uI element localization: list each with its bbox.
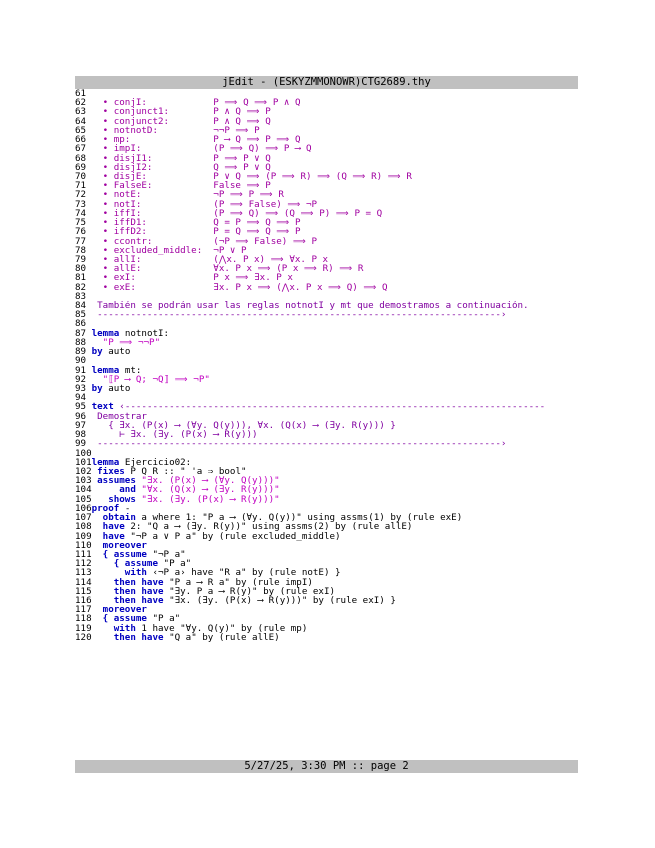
line-number: 109 [75,531,92,541]
line-text: 2: "Q a ⟶ (∃y. R(y))" using assms(2) by (rule allE) [124,522,413,532]
line-number: 108 [75,522,92,532]
line-text: a where 1: "P a ⟶ (∀y. Q(y))" using assms(1) by (rule exE) [135,513,463,523]
keyword: { assume [91,559,158,569]
code-line[interactable] [75,329,578,338]
code-line[interactable] [75,292,578,301]
line-number: 65 [75,125,92,136]
line-number: 105 [75,494,92,504]
line-text: ⊢ ∃x. (∃y. (P(x) ⟶ R(y))) [91,430,258,440]
line-text: • notnotD: ¬¬P ⟹ P [91,125,260,136]
keyword: moreover [91,605,147,615]
code-line[interactable] [75,356,578,365]
line-text: • disjE: P ∨ Q ⟹ (P ⟹ R) ⟹ (Q ⟹ R) ⟹ R [91,171,412,182]
line-text: • impI: (P ⟹ Q) ⟹ P ⟶ Q [91,144,312,154]
code-line[interactable] [75,218,578,227]
code-line[interactable] [75,449,578,458]
line-text: • iffD1: Q = P ⟹ Q ⟹ P [91,218,301,228]
keyword: then have [91,596,164,606]
line-text: Ejercicio02: [119,457,192,467]
line-number: 79 [75,254,92,265]
line-text: { ∃x. (P(x) ⟶ (∀y. Q(y))), ∀x. (Q(x) ⟶ (∃y. R(y))) } [91,420,396,431]
line-text: "∃x. (∃y. (P(x) ⟶ R(y)))" by (rule exI) } [163,596,396,606]
line-number: 66 [75,135,92,145]
code-line[interactable] [75,338,578,347]
line-number: 101 [75,457,92,467]
code-line[interactable] [75,458,578,467]
line-text: "Q a" by (rule allE) [163,632,280,643]
line-number: 90 [75,356,92,366]
code-line[interactable] [75,283,578,292]
line-number: 74 [75,208,92,219]
keyword: assumes [91,476,136,486]
line-number: 98 [75,430,92,440]
keyword: then have [91,577,164,587]
line-number: 102 [75,466,92,477]
line-number: 68 [75,153,92,163]
code-line[interactable] [75,181,578,190]
line-text: notnotI: [119,328,170,338]
code-line[interactable] [75,255,578,264]
line-number: 77 [75,236,92,246]
line-text: • disjI1: P ⟹ P ∨ Q [91,153,271,163]
code-line[interactable] [75,412,578,421]
line-number: 76 [75,227,92,237]
line-number: 107 [75,513,92,523]
keyword: { assume [91,614,147,624]
line-number: 89 [75,347,92,357]
code-line[interactable] [75,319,578,328]
code-line[interactable] [75,227,578,236]
code-line[interactable] [75,633,578,642]
code-line[interactable] [75,532,578,541]
line-text: "∃x. (P(x) ⟶ (∀y. Q(y)))" [135,476,280,486]
line-text: • excluded_middle: ¬P ∨ P [91,245,247,255]
line-text: "∀x. (Q(x) ⟶ (∃y. R(y)))" [135,485,280,495]
code-line[interactable] [75,190,578,199]
line-text: También se podrán usar las reglas notnotI y mt que demostramos a continuación. [91,301,529,311]
keyword: by [91,347,103,357]
line-text: "∃y. P a ⟶ R(y)" by (rule exI) [163,586,336,597]
code-line[interactable] [75,384,578,393]
code-line[interactable] [75,98,578,107]
keyword: have [91,522,125,532]
line-number: 61 [75,89,92,99]
code-line[interactable] [75,310,578,319]
line-text: -------------------------------------------------------------------------› [91,310,507,320]
line-text: Demostrar [91,411,147,421]
line-text: • notE: ¬P ⟹ P ⟹ R [91,190,284,200]
code-line[interactable] [75,550,578,559]
line-text: "P a" [146,614,181,624]
code-line[interactable] [75,504,578,513]
line-number: 97 [75,420,92,431]
line-number: 99 [75,439,92,449]
code-line[interactable] [75,135,578,144]
line-number: 100 [75,448,92,458]
code-line[interactable] [75,264,578,273]
line-text: "P a ⟶ R a" by (rule impI) [163,577,313,587]
code-line[interactable] [75,485,578,494]
line-text: ‹---------------------------------------------------------------------------- [113,402,546,412]
keyword: { assume [91,549,147,560]
code-line[interactable] [75,513,578,522]
line-number: 75 [75,218,92,228]
code-line[interactable] [75,246,578,255]
keyword: fixes [91,466,125,477]
line-number: 72 [75,190,92,200]
code-line[interactable] [75,430,578,439]
line-text: • conjunct1: P ∧ Q ⟹ P [91,107,271,117]
line-number: 118 [75,614,92,624]
keyword: have [91,531,125,541]
line-number: 112 [75,559,92,569]
keyword: by [91,384,103,394]
line-text: • conjI: P ⟹ Q ⟹ P ∧ Q [91,98,301,108]
code-line[interactable] [75,200,578,209]
line-number: 103 [75,476,92,486]
line-number: 81 [75,273,92,283]
line-number: 94 [75,393,92,403]
line-number: 110 [75,540,92,550]
code-line[interactable] [75,402,578,411]
line-number: 85 [75,310,92,320]
line-number: 106 [75,503,92,514]
keyword: text [91,402,114,412]
code-line[interactable] [75,568,578,577]
line-text: "P a" [158,559,192,569]
line-text: • disjI2: Q ⟹ P ∨ Q [91,162,271,172]
code-line[interactable] [75,467,578,476]
keyword: moreover [91,540,147,550]
line-text: - [119,503,131,514]
code-line[interactable] [75,347,578,356]
line-number: 95 [75,402,92,412]
code-line[interactable] [75,559,578,568]
line-number: 70 [75,171,92,182]
line-text: • mp: P ⟶ Q ⟹ P ⟹ Q [91,135,301,145]
code-line[interactable] [75,144,578,153]
keyword: with [91,623,136,633]
line-text: • ccontr: (¬P ⟹ False) ⟹ P [91,236,318,246]
code-line[interactable] [75,273,578,282]
line-number: 114 [75,577,92,587]
line-text: 1 have "∀y. Q(y)" by (rule mp) [135,623,308,633]
line-text: • allE: ∀x. P x ⟹ (P x ⟹ R) ⟹ R [91,264,364,274]
code-line[interactable] [75,421,578,430]
line-number: 115 [75,586,92,597]
line-number: 113 [75,568,92,578]
code-line[interactable] [75,154,578,163]
code-line[interactable] [75,587,578,596]
line-text: -------------------------------------------------------------------------› [91,439,507,449]
keyword: lemma [91,328,120,338]
line-number: 93 [75,384,92,394]
line-number: 63 [75,107,92,117]
line-number: 80 [75,264,92,274]
line-text: • iffI: (P ⟹ Q) ⟹ (Q ⟹ P) ⟹ P = Q [91,208,383,219]
line-number: 117 [75,605,92,615]
code-line[interactable] [75,624,578,633]
line-number: 104 [75,485,92,495]
window-title-bar: jEdit - (ESKYZMMONOWR)CTG2689.thy [75,76,578,89]
line-number: 64 [75,116,92,126]
code-line[interactable] [75,107,578,116]
line-text: P Q R :: " 'a ⇒ bool" [124,466,247,477]
line-text: • allI: (⋀x. P x) ⟹ ∀x. P x [91,254,329,265]
line-number: 69 [75,162,92,172]
line-text: "⟦P ⟶ Q; ¬Q⟧ ⟹ ¬P" [91,374,210,384]
line-number: 86 [75,319,92,329]
footer-status-bar: 5/27/25, 3:30 PM :: page 2 [75,760,578,773]
code-line[interactable] [75,209,578,218]
keyword: and [91,485,136,495]
line-text: • conjunct2: P ∧ Q ⟹ Q [91,116,271,126]
line-text: "P ⟹ ¬¬P" [91,337,161,348]
keyword: then have [91,586,164,597]
code-line[interactable] [75,163,578,172]
code-editor[interactable] [75,89,578,642]
code-line[interactable] [75,439,578,448]
line-number: 62 [75,98,92,108]
line-number: 116 [75,596,92,606]
line-number: 83 [75,291,92,302]
code-line[interactable] [75,495,578,504]
line-text: • iffD2: P = Q ⟹ Q ⟹ P [91,227,301,237]
line-number: 88 [75,337,92,348]
line-number: 84 [75,301,92,311]
code-line[interactable] [75,393,578,402]
keyword: then have [91,632,164,643]
line-number: 111 [75,549,92,560]
code-line[interactable] [75,301,578,310]
line-text: auto [102,347,131,357]
line-text: "∃x. (∃y. (P(x) ⟶ R(y)))" [135,494,280,504]
keyword: obtain [91,513,136,523]
code-line[interactable] [75,596,578,605]
code-line[interactable] [75,366,578,375]
line-number: 120 [75,632,92,643]
keyword: with [91,568,147,578]
line-text: • exE: ∃x. P x ⟹ (⋀x. P x ⟹ Q) ⟹ Q [91,282,388,292]
line-number: 92 [75,374,92,384]
code-line[interactable] [75,89,578,98]
line-text: ‹¬P a› have "R a" by (rule notE) } [146,568,341,578]
line-number: 87 [75,328,92,338]
line-text: auto [102,384,131,394]
line-number: 71 [75,181,92,191]
line-number: 73 [75,199,92,209]
code-line[interactable] [75,126,578,135]
line-number: 119 [75,623,92,633]
code-line[interactable] [75,605,578,614]
code-line[interactable] [75,237,578,246]
code-line[interactable] [75,578,578,587]
keyword: proof [91,503,120,514]
keyword: shows [91,494,136,504]
line-number: 82 [75,282,92,292]
code-line[interactable] [75,541,578,550]
line-text: mt: [119,365,142,375]
line-number: 67 [75,144,92,154]
keyword: lemma [91,365,120,375]
code-line[interactable] [75,172,578,181]
line-number: 91 [75,365,92,375]
line-number: 96 [75,411,92,421]
code-line[interactable] [75,117,578,126]
line-number: 78 [75,245,92,255]
code-line[interactable] [75,614,578,623]
code-line[interactable] [75,375,578,384]
code-line[interactable] [75,522,578,531]
code-line[interactable] [75,476,578,485]
keyword: lemma [91,457,120,467]
line-text: "¬P a ∨ P a" by (rule excluded_middle) [124,531,341,541]
line-text: • exI: P x ⟹ ∃x. P x [91,273,293,283]
line-text: • notI: (P ⟹ False) ⟹ ¬P [91,199,318,209]
line-text: "¬P a" [146,549,186,560]
line-text: • FalseE: False ⟹ P [91,181,271,191]
